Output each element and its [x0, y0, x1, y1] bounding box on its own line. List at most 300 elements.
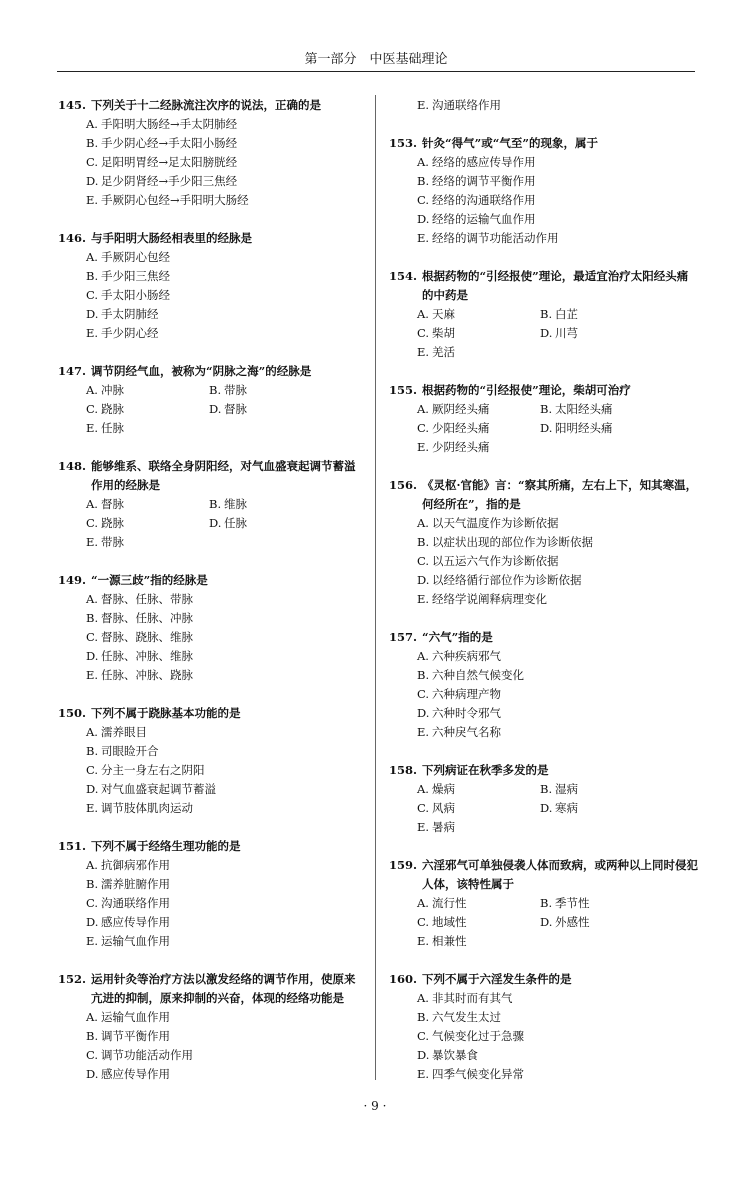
- option-text: 暑病: [432, 820, 455, 834]
- option-item: [86, 590, 366, 609]
- option-item: [417, 799, 540, 818]
- option-letter: E.: [417, 98, 430, 112]
- option-item: [417, 1008, 699, 1027]
- question-item: [389, 381, 699, 457]
- option-item: [417, 210, 699, 229]
- option-row: [417, 400, 699, 419]
- option-letter: C.: [86, 155, 99, 169]
- option-letter: B.: [540, 402, 553, 416]
- question-text: 六淫邪气可单独侵袭人体而致病，或两种以上同时侵犯人体，该特性属于: [422, 858, 699, 891]
- option-text: 经络学说阐释病理变化: [432, 592, 547, 606]
- option-item: [417, 666, 699, 685]
- question-gap: [58, 343, 366, 362]
- option-letter: B.: [86, 1029, 99, 1043]
- option-text: 天麻: [432, 307, 455, 321]
- question-stem: [389, 970, 699, 989]
- option-text: 带脉: [101, 535, 124, 549]
- option-row: [417, 305, 699, 324]
- option-letter: C.: [86, 516, 99, 530]
- option-row: [86, 400, 366, 419]
- question-item: [389, 134, 699, 248]
- option-row: [417, 343, 699, 362]
- option-letter: E.: [86, 668, 99, 682]
- question-stem: [58, 457, 366, 495]
- question-text: 调节阴经气血，被称为“阴脉之海”的经脉是: [91, 364, 312, 378]
- column-divider: [375, 95, 376, 1080]
- option-letter: A.: [86, 250, 98, 264]
- option-text: 六气发生太过: [432, 1010, 501, 1024]
- question-item: [58, 704, 366, 818]
- option-item: [86, 267, 366, 286]
- question-text: 下列病证在秋季多发的是: [422, 763, 549, 777]
- option-text: 白芷: [555, 307, 578, 321]
- option-item: [86, 115, 366, 134]
- question-gap: [58, 685, 366, 704]
- option-item: [540, 780, 663, 799]
- option-text: 手少阴心经: [101, 326, 159, 340]
- option-letter: E.: [417, 345, 430, 359]
- question-item: [58, 457, 366, 552]
- page-header: 第一部分 中医基础理论: [304, 52, 448, 67]
- option-item: [417, 438, 540, 457]
- option-item: [86, 533, 209, 552]
- option-letter: B.: [417, 174, 430, 188]
- option-letter: D.: [86, 307, 99, 321]
- option-letter: D.: [417, 1048, 430, 1062]
- option-text: 运输气血作用: [101, 1010, 170, 1024]
- option-item: [209, 400, 332, 419]
- option-text: 六种自然气候变化: [432, 668, 524, 682]
- option-letter: A.: [86, 383, 98, 397]
- option-text: 羌活: [432, 345, 455, 359]
- option-text: 经络的运输气血作用: [432, 212, 536, 226]
- option-item: [540, 894, 663, 913]
- option-letter: C.: [86, 763, 99, 777]
- option-text: 手太阳小肠经: [101, 288, 170, 302]
- option-letter: A.: [417, 155, 429, 169]
- option-letter: C.: [86, 630, 99, 644]
- option-text: 任脉: [101, 421, 124, 435]
- option-letter: D.: [540, 915, 553, 929]
- option-letter: C.: [86, 1048, 99, 1062]
- option-row: [417, 438, 699, 457]
- option-letter: B.: [209, 383, 222, 397]
- option-list: [389, 153, 699, 248]
- question-stem: [389, 476, 699, 514]
- question-stem: [58, 362, 366, 381]
- option-text: 厥阴经头痛: [432, 402, 490, 416]
- question-gap: [389, 248, 699, 267]
- option-letter: D.: [417, 212, 430, 226]
- option-row: [86, 419, 366, 438]
- option-text: 任脉: [224, 516, 247, 530]
- option-list: [389, 894, 699, 951]
- option-letter: D.: [540, 421, 553, 435]
- option-list: [58, 590, 366, 685]
- question-item: [58, 96, 366, 210]
- option-text: 非其时而有其气: [432, 991, 513, 1005]
- question-gap: [389, 362, 699, 381]
- option-item: [86, 894, 366, 913]
- option-text: 经络的调节平衡作用: [432, 174, 536, 188]
- option-text: 经络的调节功能活动作用: [432, 231, 559, 245]
- question-text: 《灵枢·官能》言：“察其所痛，左右上下，知其寒温，何经所在”，指的是: [422, 478, 698, 511]
- option-item: [86, 495, 209, 514]
- option-text: 地域性: [432, 915, 467, 929]
- option-list: [389, 780, 699, 837]
- option-item: [417, 324, 540, 343]
- question-number: 157.: [389, 630, 418, 644]
- option-item: [417, 229, 699, 248]
- option-letter: C.: [86, 288, 99, 302]
- question-number: 151.: [58, 839, 87, 853]
- option-item: [540, 799, 663, 818]
- option-item: [86, 1027, 366, 1046]
- option-letter: C.: [417, 801, 430, 815]
- option-letter: E.: [417, 231, 430, 245]
- question-item: [389, 267, 699, 362]
- option-item: [540, 419, 663, 438]
- option-letter: B.: [86, 136, 99, 150]
- option-text: 手厥阴心包经→手阳明大肠经: [101, 193, 249, 207]
- option-item: [417, 400, 540, 419]
- option-list: [389, 400, 699, 457]
- option-row: [417, 419, 699, 438]
- option-letter: E.: [86, 421, 99, 435]
- question-text: 根据药物的“引经报使”理论，柴胡可治疗: [422, 383, 631, 397]
- option-text: 经络的沟通联络作用: [432, 193, 536, 207]
- question-stem: [58, 229, 366, 248]
- option-item: [417, 552, 699, 571]
- option-item: [417, 305, 540, 324]
- option-text: 以五运六气作为诊断依据: [432, 554, 559, 568]
- question-stem: [389, 267, 699, 305]
- option-item: [417, 1065, 699, 1084]
- option-list: [58, 381, 366, 438]
- question-gap: [389, 837, 699, 856]
- page-number: · 9 ·: [363, 1099, 387, 1113]
- question-number: 152.: [58, 972, 87, 986]
- option-item: [417, 571, 699, 590]
- option-item: [417, 647, 699, 666]
- option-item: [417, 172, 699, 191]
- option-item: [417, 685, 699, 704]
- option-list: [58, 723, 366, 818]
- option-letter: A.: [86, 725, 98, 739]
- question-item: [389, 628, 699, 742]
- question-number: 148.: [58, 459, 87, 473]
- option-letter: D.: [86, 649, 99, 663]
- option-item: [417, 419, 540, 438]
- option-list: [58, 1008, 366, 1084]
- option-text: 任脉、冲脉、跷脉: [101, 668, 193, 682]
- option-item: [417, 894, 540, 913]
- question-number: 159.: [389, 858, 418, 872]
- question-text: 根据药物的“引经报使”理论，最适宜治疗太阳经头痛的中药是: [422, 269, 689, 302]
- option-item: [86, 1046, 366, 1065]
- option-letter: A.: [417, 782, 429, 796]
- option-item: [86, 875, 366, 894]
- question-item: [58, 970, 366, 1084]
- question-gap: [389, 742, 699, 761]
- option-letter: A.: [86, 497, 98, 511]
- option-item: [86, 723, 366, 742]
- option-text: 湿病: [555, 782, 578, 796]
- option-item: [86, 666, 366, 685]
- option-item: [86, 514, 209, 533]
- option-item: [209, 495, 332, 514]
- option-letter: D.: [417, 573, 430, 587]
- question-text: 能够维系、联络全身阴阳经，对气血盛衰起调节蓄溢作用的经脉是: [91, 459, 356, 492]
- option-letter: A.: [86, 117, 98, 131]
- question-stem: [389, 134, 699, 153]
- option-text: 少阳经头痛: [432, 421, 490, 435]
- option-text: 感应传导作用: [101, 1067, 170, 1081]
- option-letter: A.: [86, 1010, 98, 1024]
- option-text: 川芎: [555, 326, 578, 340]
- option-letter: D.: [86, 915, 99, 929]
- option-letter: E.: [86, 326, 99, 340]
- option-item: [86, 153, 366, 172]
- option-text: 足少阴肾经→手少阳三焦经: [101, 174, 238, 188]
- option-letter: C.: [86, 896, 99, 910]
- option-item: [540, 913, 663, 932]
- question-gap: [389, 457, 699, 476]
- question-gap: [389, 115, 699, 134]
- option-item: [209, 514, 332, 533]
- option-text: 阳明经头痛: [555, 421, 613, 435]
- option-letter: B.: [540, 782, 553, 796]
- option-list: [389, 989, 699, 1084]
- option-text: 跷脉: [101, 402, 124, 416]
- question-number: 154.: [389, 269, 418, 283]
- option-text: 濡养眼目: [101, 725, 147, 739]
- question-text: “六气”指的是: [422, 630, 493, 644]
- option-item: [86, 419, 209, 438]
- option-letter: D.: [540, 801, 553, 815]
- option-item: [417, 153, 699, 172]
- option-text: 手厥阴心包经: [101, 250, 170, 264]
- option-letter: D.: [86, 1067, 99, 1081]
- question-text: 针灸“得气”或“气至”的现象，属于: [422, 136, 598, 150]
- question-number: 150.: [58, 706, 87, 720]
- option-item: [86, 628, 366, 647]
- option-letter: B.: [540, 307, 553, 321]
- question-number: 147.: [58, 364, 87, 378]
- question-item: [58, 571, 366, 685]
- option-text: 调节平衡作用: [101, 1029, 170, 1043]
- option-letter: A.: [86, 858, 98, 872]
- question-text: 下列不属于六淫发生条件的是: [422, 972, 572, 986]
- option-letter: B.: [417, 1010, 430, 1024]
- option-text: 流行性: [432, 896, 467, 910]
- question-item: [389, 761, 699, 837]
- option-item: [86, 286, 366, 305]
- option-letter: D.: [209, 402, 222, 416]
- question-stem: [389, 628, 699, 647]
- option-text: 濡养脏腑作用: [101, 877, 170, 891]
- question-gap: [58, 438, 366, 457]
- option-item: [209, 381, 332, 400]
- question-gap: [58, 210, 366, 229]
- option-letter: A.: [86, 592, 98, 606]
- option-item: [86, 1065, 366, 1084]
- option-text: 六种疾病邪气: [432, 649, 501, 663]
- option-letter: E.: [417, 440, 430, 454]
- option-letter: C.: [417, 1029, 430, 1043]
- question-number: 155.: [389, 383, 418, 397]
- option-list: [389, 647, 699, 742]
- option-letter: D.: [540, 326, 553, 340]
- question-gap: [58, 818, 366, 837]
- option-letter: B.: [540, 896, 553, 910]
- option-row: [86, 495, 366, 514]
- option-text: 燥病: [432, 782, 455, 796]
- question-stem: [58, 837, 366, 856]
- question-item: [58, 837, 366, 951]
- option-text: 手少阴心经→手太阳小肠经: [101, 136, 238, 150]
- question-item: [389, 970, 699, 1084]
- option-text: 沟通联络作用: [101, 896, 170, 910]
- option-item: [86, 400, 209, 419]
- question-number: 156.: [389, 478, 418, 492]
- question-stem: [58, 970, 366, 1008]
- option-list-continued: [389, 96, 699, 115]
- option-letter: B.: [86, 611, 99, 625]
- question-gap: [389, 609, 699, 628]
- option-item: [86, 191, 366, 210]
- question-stem: [58, 571, 366, 590]
- option-item: [417, 514, 699, 533]
- option-letter: B.: [86, 744, 99, 758]
- option-letter: E.: [417, 820, 430, 834]
- option-letter: E.: [417, 1067, 430, 1081]
- question-item: [58, 362, 366, 438]
- option-item: [86, 913, 366, 932]
- question-text: “一源三歧”指的经脉是: [91, 573, 208, 587]
- question-item: [389, 476, 699, 609]
- option-list: [58, 495, 366, 552]
- option-letter: C.: [417, 421, 430, 435]
- option-row: [417, 324, 699, 343]
- option-item: [86, 856, 366, 875]
- option-text: 跷脉: [101, 516, 124, 530]
- option-letter: E.: [86, 193, 99, 207]
- option-text: 调节肢体肌肉运动: [101, 801, 193, 815]
- option-text: 分主一身左右之阴阳: [101, 763, 205, 777]
- question-gap: [389, 951, 699, 970]
- option-list: [389, 305, 699, 362]
- option-letter: A.: [417, 402, 429, 416]
- option-text: 以症状出现的部位作为诊断依据: [432, 535, 593, 549]
- option-text: 季节性: [555, 896, 590, 910]
- option-letter: D.: [209, 516, 222, 530]
- option-item: [86, 932, 366, 951]
- option-item: [86, 761, 366, 780]
- option-text: 手阳明大肠经→手太阴肺经: [101, 117, 238, 131]
- option-item: [417, 191, 699, 210]
- option-item: [86, 799, 366, 818]
- option-item: [86, 134, 366, 153]
- question-gap: [58, 951, 366, 970]
- option-letter: E.: [417, 934, 430, 948]
- option-row: [417, 932, 699, 951]
- option-list: [58, 248, 366, 343]
- question-item: [58, 229, 366, 343]
- question-number: 146.: [58, 231, 87, 245]
- option-list: [58, 115, 366, 210]
- question-text: 下列不属于跷脉基本功能的是: [91, 706, 241, 720]
- option-text: 冲脉: [101, 383, 124, 397]
- option-row: [86, 514, 366, 533]
- right-column: [389, 96, 699, 1084]
- option-letter: B.: [417, 535, 430, 549]
- option-text: 以天气温度作为诊断依据: [432, 516, 559, 530]
- question-stem: [389, 856, 699, 894]
- option-letter: A.: [417, 307, 429, 321]
- option-letter: D.: [86, 174, 99, 188]
- option-row: [86, 533, 366, 552]
- option-text: 督脉、任脉、冲脉: [101, 611, 193, 625]
- question-number: 149.: [58, 573, 87, 587]
- option-text: 经络的感应传导作用: [432, 155, 536, 169]
- option-row: [417, 780, 699, 799]
- option-letter: C.: [86, 402, 99, 416]
- option-item: [417, 343, 540, 362]
- left-column: [58, 96, 366, 1084]
- option-text: 太阳经头痛: [555, 402, 613, 416]
- option-letter: E.: [417, 592, 430, 606]
- option-item: [417, 780, 540, 799]
- option-letter: E.: [86, 801, 99, 815]
- option-row: [417, 799, 699, 818]
- option-text: 抗御病邪作用: [101, 858, 170, 872]
- option-letter: A.: [417, 896, 429, 910]
- option-letter: A.: [417, 991, 429, 1005]
- option-letter: C.: [417, 193, 430, 207]
- question-text: 运用针灸等治疗方法以激发经络的调节作用，使原来亢进的抑制，原来抑制的兴奋，体现的经络功能是: [91, 972, 356, 1005]
- option-item: [86, 305, 366, 324]
- question-stem: [58, 704, 366, 723]
- question-item: [389, 856, 699, 951]
- option-text: 外感性: [555, 915, 590, 929]
- option-text: 任脉、冲脉、维脉: [101, 649, 193, 663]
- question-number: 153.: [389, 136, 418, 150]
- question-number: 158.: [389, 763, 418, 777]
- option-letter: B.: [86, 269, 99, 283]
- option-letter: C.: [417, 326, 430, 340]
- header-rule: [57, 71, 695, 72]
- option-letter: A.: [417, 516, 429, 530]
- option-item: [417, 96, 699, 115]
- option-item: [86, 647, 366, 666]
- option-letter: E.: [86, 535, 99, 549]
- option-text: 暴饮暴食: [432, 1048, 478, 1062]
- question-text: 与手阳明大肠经相表里的经脉是: [91, 231, 253, 245]
- option-item: [417, 590, 699, 609]
- option-letter: C.: [417, 687, 430, 701]
- option-text: 风病: [432, 801, 455, 815]
- option-item: [417, 1027, 699, 1046]
- option-letter: B.: [417, 668, 430, 682]
- option-text: 相兼性: [432, 934, 467, 948]
- option-text: 司眼睑开合: [101, 744, 159, 758]
- option-list: [389, 514, 699, 609]
- option-item: [540, 400, 663, 419]
- option-row: [417, 913, 699, 932]
- option-item: [86, 742, 366, 761]
- option-text: 寒病: [555, 801, 578, 815]
